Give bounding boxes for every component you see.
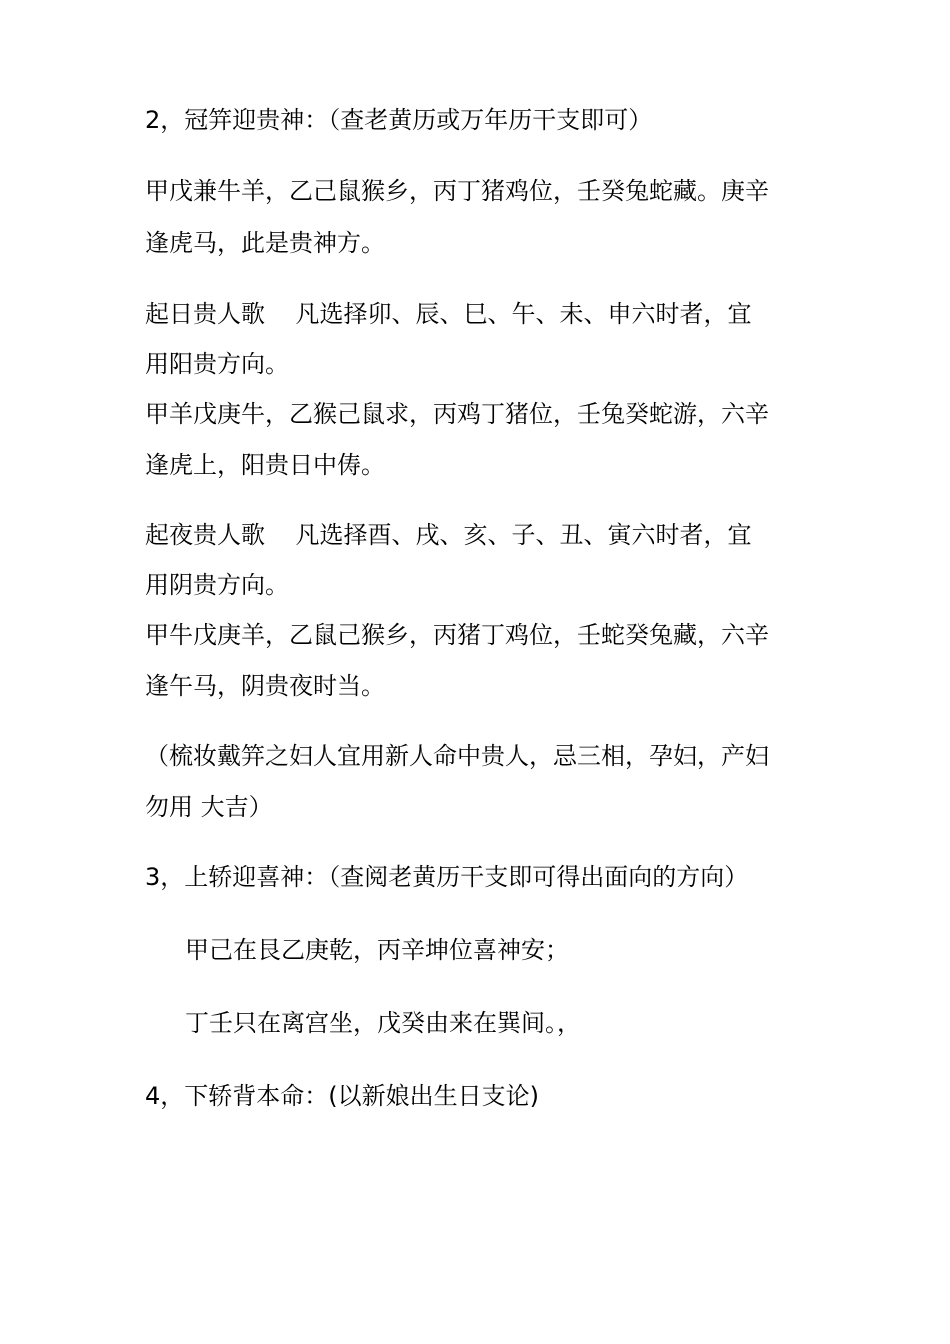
paragraph-line: 用阴贵方向。	[145, 571, 289, 599]
verse-line: 逢虎马，此是贵神方。	[145, 229, 385, 257]
note-line: 勿用 大吉）	[145, 793, 273, 821]
section-2-heading: 2，冠笄迎贵神：（查老黄历或万年历干支即可）	[145, 106, 653, 134]
day-noble-heading: 起日贵人歌 凡选择卯、辰、巳、午、未、申六时者，宜	[145, 300, 752, 328]
verse-line: 逢虎上，阳贵日中俦。	[145, 451, 385, 479]
paragraph-line: 用阳贵方向。	[145, 350, 289, 378]
verse-line: 甲戊兼牛羊，乙己鼠猴乡，丙丁猪鸡位，壬癸兔蛇藏。庚辛	[145, 177, 769, 205]
section-3-heading: 3，上轿迎喜神：（查阅老黄历干支即可得出面向的方向）	[145, 863, 749, 891]
night-noble-heading: 起夜贵人歌 凡选择酉、戌、亥、子、丑、寅六时者，宜	[145, 521, 752, 549]
verse-line: 甲己在艮乙庚乾，丙辛坤位喜神安；	[185, 936, 569, 964]
verse-line: 甲羊戊庚牛，乙猴己鼠求，丙鸡丁猪位，壬兔癸蛇游，六辛	[145, 400, 769, 428]
verse-line: 逢午马，阴贵夜时当。	[145, 672, 385, 700]
section-4-heading: 4，下轿背本命：(以新娘出生日支论)	[145, 1082, 539, 1110]
verse-line: 甲牛戊庚羊，乙鼠己猴乡，丙猪丁鸡位，壬蛇癸兔藏，六辛	[145, 621, 769, 649]
verse-line: 丁壬只在离宫坐，戊癸由来在巽间。，	[185, 1009, 581, 1037]
note-line: （梳妆戴笄之妇人宜用新人命中贵人，忌三相，孕妇，产妇	[145, 742, 769, 770]
